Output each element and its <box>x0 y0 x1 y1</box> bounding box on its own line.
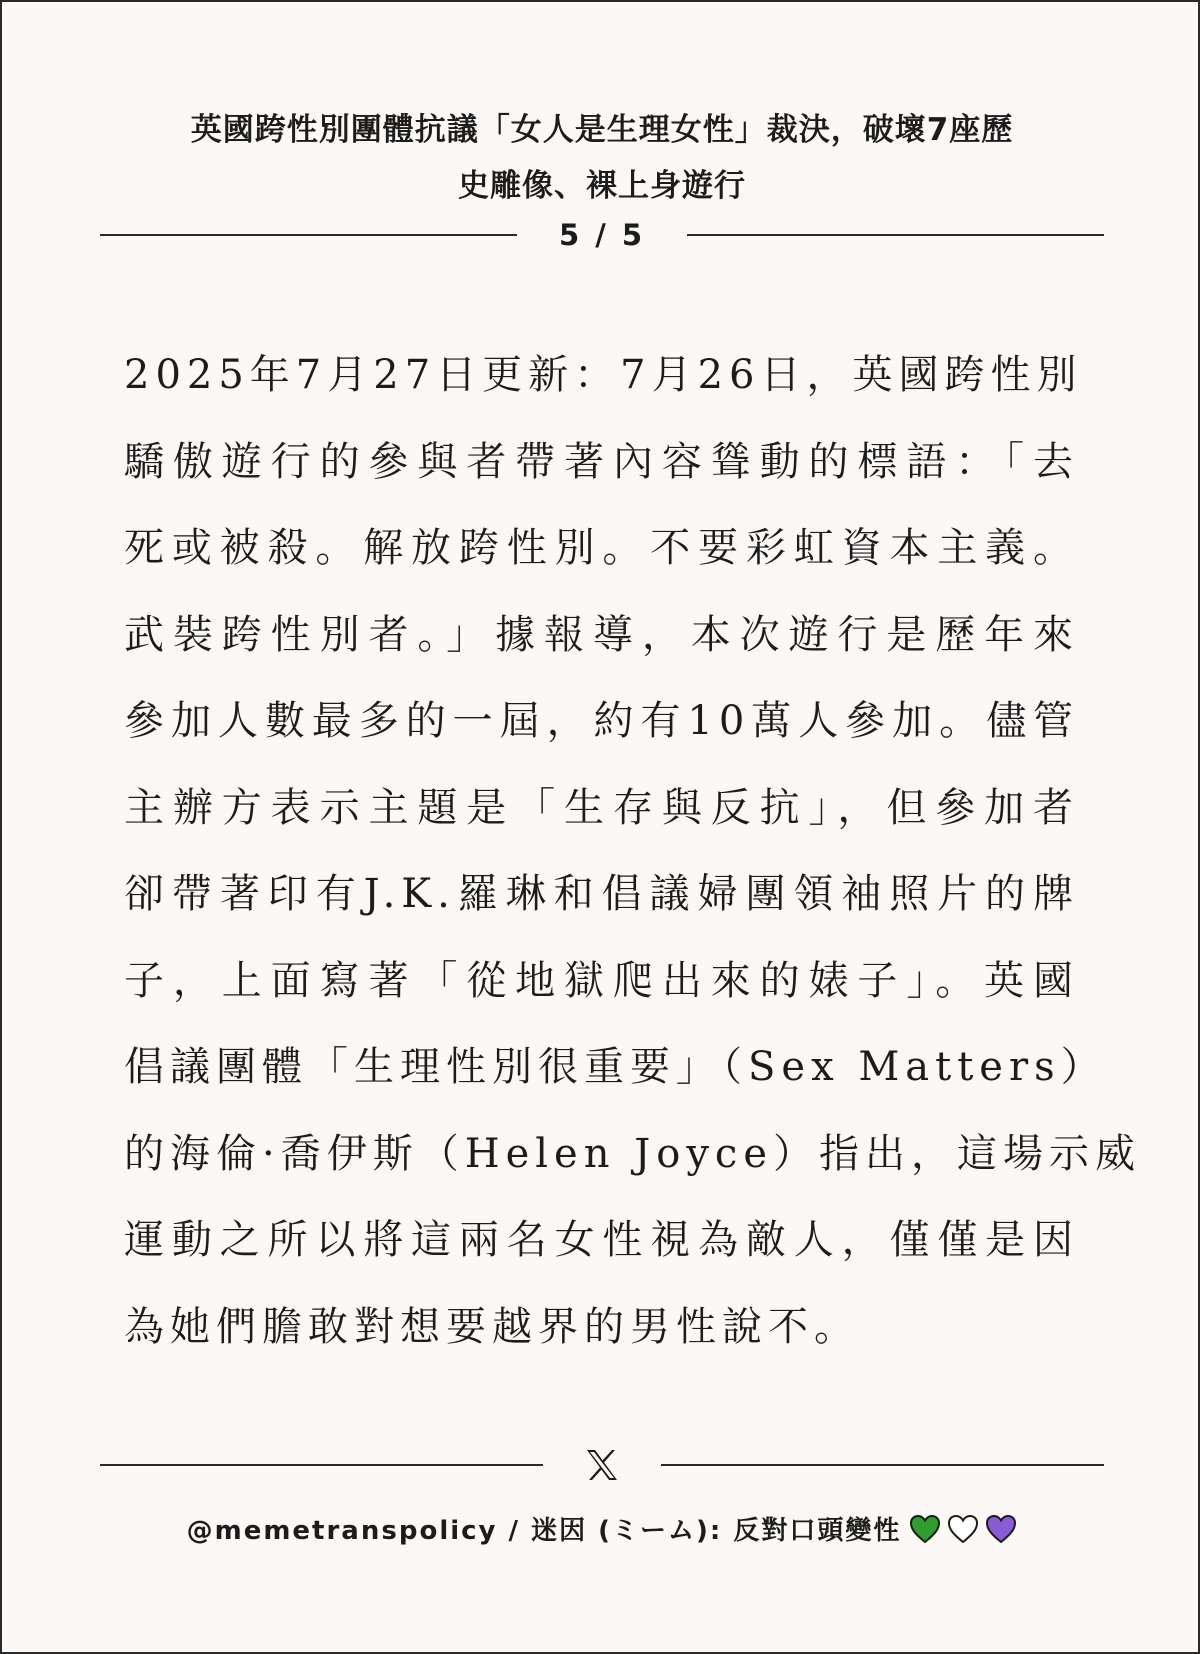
white-heart-icon <box>947 1514 979 1544</box>
body-line: 倡議團體「生理性別很重要」（Sex Matters） <box>124 1044 1107 1090</box>
title-line-1: 英國跨性別團體抗議「女人是生理女性」裁決，破壞7座歷 <box>190 112 1014 148</box>
body-line: 卻帶著印有J.K.羅琳和倡議婦團領袖照片的牌 <box>124 871 1079 917</box>
body-line: 驕傲遊行的參與者帶著內容聳動的標語：「去 <box>124 438 1079 485</box>
body-line: 運動之所以將這兩名女性視為敵人，僅僅是因 <box>124 1217 1079 1263</box>
green-heart-icon <box>909 1514 941 1544</box>
divider-left <box>100 234 517 236</box>
divider-right <box>661 1464 1104 1466</box>
footer-divider-row <box>100 1446 1104 1484</box>
body-line: 為她們膽敢對想要越界的男性說不。 <box>124 1303 860 1350</box>
body-line: 子，上面寫著「從地獄爬出來的婊子」。英國 <box>124 957 1079 1004</box>
body-line: 死或被殺。解放跨性別。不要彩虹資本主義。 <box>124 525 1079 571</box>
footer <box>102 1510 1102 1547</box>
purple-heart-icon <box>985 1514 1017 1544</box>
title-line-2: 史雕像、裸上身遊行 <box>458 168 746 204</box>
hearts <box>909 1514 1017 1544</box>
account-handle: @memetranspolicy / 迷因 (ミーム): 反對口頭變性 <box>186 1516 902 1546</box>
body-line: 武裝跨性別者。」據報導，本次遊行是歷年來 <box>124 611 1079 658</box>
body-line: 2025年7月27日更新：7月26日，英國跨性別 <box>124 352 1083 398</box>
body-line: 主辦方表示主題是「生存與反抗」，但參加者 <box>124 784 1079 831</box>
divider-right <box>687 234 1104 236</box>
body-line: 參加人數最多的一屆，約有10萬人參加。儘管 <box>124 698 1079 744</box>
article-body <box>124 332 1141 1370</box>
page-indicator: 5 / 5 <box>558 218 646 252</box>
page-indicator-row <box>100 218 1104 252</box>
body-line: 的海倫·喬伊斯（Helen Joyce）指出，這場示威 <box>124 1130 1141 1177</box>
post-title <box>102 102 1102 214</box>
x-logo-icon <box>543 1446 661 1484</box>
divider-left <box>100 1464 543 1466</box>
